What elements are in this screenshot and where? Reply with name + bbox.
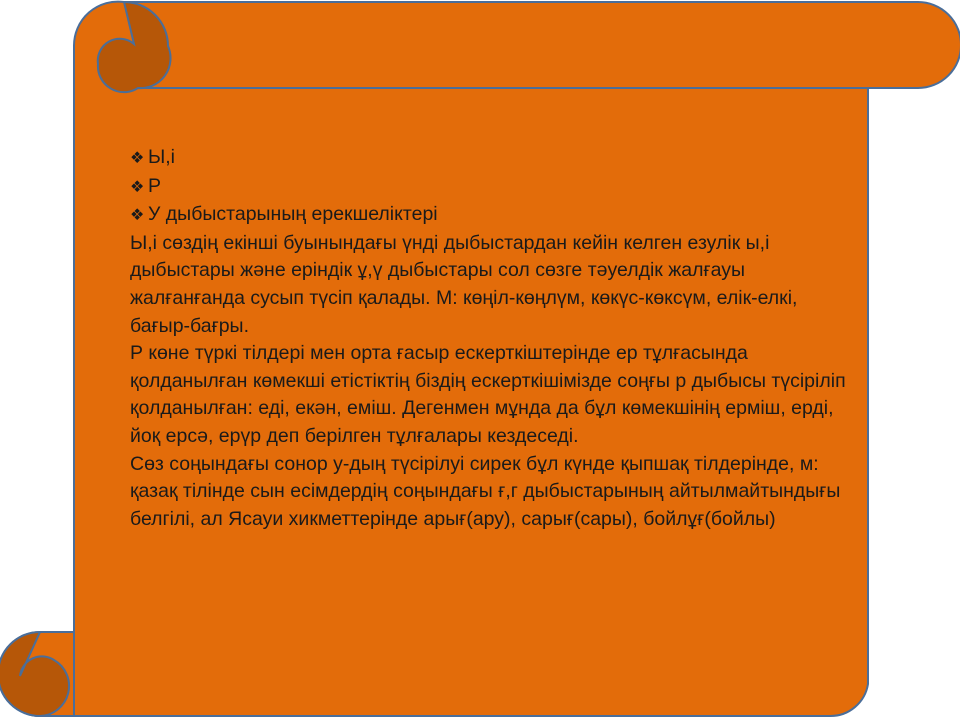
paragraph: Р көне түркі тілдері мен орта ғасыр ескерткіштерінде ер тұлғасында қолданылған көмекші етістіктің біздің ескерткішімізде соңғы р дыбысы түсіріліп қолданылған: еді, екән, еміш. Дегенмен мұнда да бұл көмекшінің ерміш, ерді, йоқ ерсә, ерүр деп берілген тұлғалары кездеседі. (130, 342, 846, 447)
bullet-text: Ы,і (148, 146, 176, 168)
diamond-bullet-icon: ❖ (130, 207, 145, 225)
text-content (130, 144, 850, 533)
diamond-bullet-icon: ❖ (130, 178, 145, 196)
paragraph: Сөз соңындағы сонор у-дың түсірілуі сирек бұл күнде қыпшақ тілдерінде, м: қазақ тілінде сын есімдердің соңындағы ғ,г дыбыстарының айтылмайтындығы белгілі, ал Ясауи хикметтерінде арығ(ару), сарығ(сары), бойлұғ(бойлы) (130, 452, 841, 530)
bullet-item (130, 173, 850, 202)
bullet-item (130, 144, 850, 173)
paragraph: Ы,і сөздің екінші буынындағы үнді дыбыстардан кейін келген езулік ы,і дыбыстары және еріндік ұ,ү дыбыстары сол сөзге тәуелдік жалғауы жалғанғанда сусып түсіп қалады. М: көңіл-көңлүм, көкүс-көксүм, елік-елкі, бағыр-бағры. (130, 231, 798, 337)
bullet-text: Р (148, 174, 162, 197)
bullet-text: У дыбыстарының ерекшеліктері (148, 203, 438, 226)
bullet-item (130, 201, 850, 230)
diamond-bullet-icon: ❖ (130, 150, 145, 167)
